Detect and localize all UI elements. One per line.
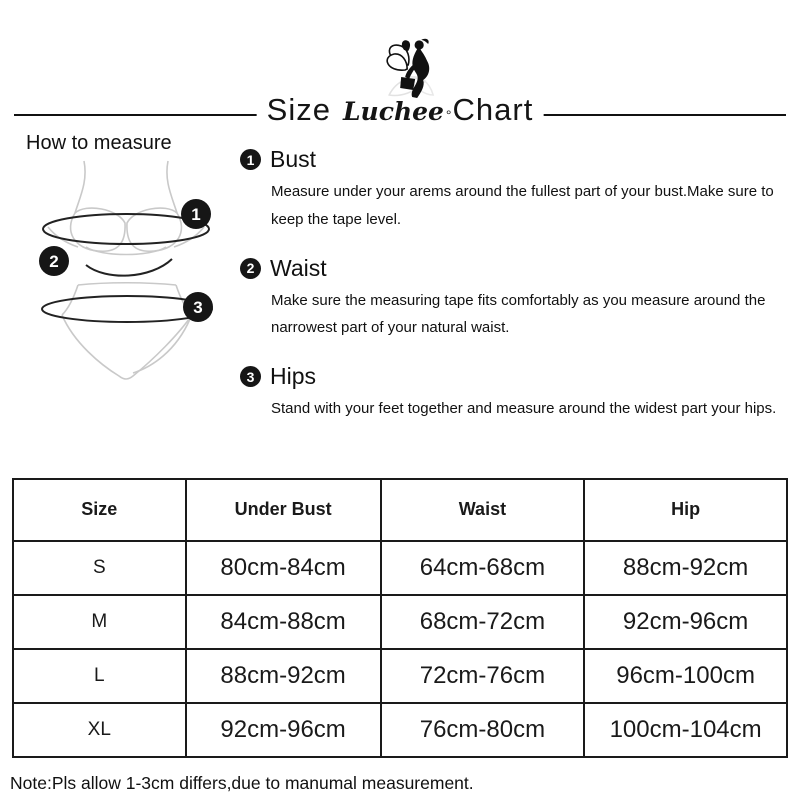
fairy-logo-icon xyxy=(380,37,444,104)
cell-size-l: L xyxy=(13,649,186,703)
bikini-measure-diagram xyxy=(26,157,226,385)
waist-number-badge: 2 xyxy=(240,258,261,279)
instruction-hips xyxy=(240,363,780,423)
cell-l-bust: 88cm-92cm xyxy=(186,649,381,703)
cell-xl-waist: 76cm-80cm xyxy=(381,703,585,757)
table-row-s xyxy=(13,541,787,595)
header-under-bust: Under Bust xyxy=(186,479,381,541)
page-title xyxy=(257,92,544,128)
size-table-header-row xyxy=(13,479,787,541)
hips-number-badge: 3 xyxy=(240,366,261,387)
cell-size-xl: XL xyxy=(13,703,186,757)
cell-m-hip: 92cm-96cm xyxy=(584,595,787,649)
title-prefix: Size xyxy=(266,92,331,127)
instruction-bust xyxy=(240,146,780,234)
degree-mark: ° xyxy=(445,107,452,123)
cell-size-s: S xyxy=(13,541,186,595)
title-suffix: Chart xyxy=(452,92,534,127)
brand-logo-text: Luchee xyxy=(342,97,444,126)
waist-title: Waist xyxy=(270,254,327,281)
diagram-marker-2 xyxy=(39,246,69,276)
how-to-measure-heading: How to measure xyxy=(26,132,172,154)
cell-l-waist: 72cm-76cm xyxy=(381,649,585,703)
cell-s-hip: 88cm-92cm xyxy=(584,541,787,595)
table-row-xl xyxy=(13,703,787,757)
diagram-marker-1 xyxy=(181,199,211,229)
header-size: Size xyxy=(13,479,186,541)
cell-m-waist: 68cm-72cm xyxy=(381,595,585,649)
bust-number-badge: 1 xyxy=(240,149,261,170)
cell-xl-bust: 92cm-96cm xyxy=(186,703,381,757)
svg-text:1: 1 xyxy=(191,205,201,224)
note-text: Note:Pls allow 1-3cm differs,due to manumal measurement. xyxy=(10,772,474,793)
size-table xyxy=(12,478,788,758)
cell-l-hip: 96cm-100cm xyxy=(584,649,787,703)
how-to-measure-section xyxy=(0,132,800,444)
svg-text:2: 2 xyxy=(49,252,59,271)
hips-title: Hips xyxy=(270,363,317,389)
measure-instructions-column xyxy=(226,132,800,444)
hips-description: Stand with your feet together and measure around the widest part your hips. xyxy=(271,400,777,417)
waist-measure-line xyxy=(86,259,172,276)
header-hip: Hip xyxy=(584,479,787,541)
bust-description: Measure under your arems around the fullest part of your bust.Make sure to keep the tape level. xyxy=(271,183,774,228)
instruction-waist xyxy=(240,255,780,343)
cell-xl-hip: 100cm-104cm xyxy=(584,703,787,757)
measure-diagram-column xyxy=(26,132,226,444)
cell-s-waist: 64cm-68cm xyxy=(381,541,585,595)
diagram-marker-3 xyxy=(183,292,213,322)
cell-s-bust: 80cm-84cm xyxy=(186,541,381,595)
cell-size-m: M xyxy=(13,595,186,649)
cell-m-bust: 84cm-88cm xyxy=(186,595,381,649)
bust-title: Bust xyxy=(270,146,317,172)
svg-text:3: 3 xyxy=(193,298,203,317)
waist-description: Make sure the measuring tape fits comfortably as you measure around the narrowest part of your natural waist. xyxy=(271,291,766,337)
title-bar xyxy=(0,0,800,132)
header-waist: Waist xyxy=(381,479,585,541)
table-row-l xyxy=(13,649,787,703)
table-row-m xyxy=(13,595,787,649)
